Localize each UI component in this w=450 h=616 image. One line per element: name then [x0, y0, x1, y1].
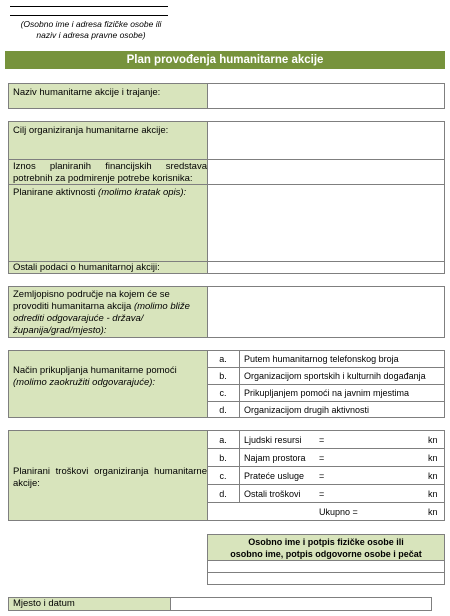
troskovi-item-letter: d. — [219, 489, 227, 499]
nacin-option-text: Organizacijom sportskih i kulturnih događanja — [244, 371, 426, 381]
place-date-label-cell — [8, 597, 171, 611]
nacin-row-line-2 — [207, 384, 445, 385]
troskovi-row-line-2 — [207, 466, 445, 467]
podrucje-input[interactable] — [207, 286, 445, 338]
troskovi-item-letter: c. — [219, 471, 227, 481]
nacin-option-letter: d. — [219, 405, 227, 415]
troskovi-item-text: Ljudski resursi — [244, 435, 302, 445]
podrucje-label-cell — [8, 286, 208, 338]
nacin-label-cell — [8, 350, 208, 418]
nacin-option-letter: a. — [219, 354, 227, 364]
ostali-label-cell — [8, 261, 208, 274]
signature-input-2[interactable] — [207, 572, 445, 585]
signature-label-cell — [207, 534, 445, 561]
troskovi-item-eq: = — [319, 489, 325, 499]
aktivnosti-label — [13, 187, 207, 199]
troskovi-label-cell — [8, 430, 208, 521]
cilj-label: Cilj organiziranja humanitarne akcije: — [13, 125, 169, 136]
nacin-option-text: Putem humanitarnog telefonskog broja — [244, 354, 399, 364]
podrucje-label-main: Zemljopisno područje na kojem će se provoditi humanitarna akcija — [13, 289, 170, 312]
signature-label-line-2: osobno ime, potpis odgovorne osobe i pečat — [230, 549, 422, 559]
cilj-label-cell — [8, 121, 208, 160]
troskovi-item-text: Prateće usluge — [244, 471, 305, 481]
signature-label — [208, 536, 444, 560]
aktivnosti-label-note: (molimo kratak opis): — [98, 187, 187, 198]
aktivnosti-input[interactable] — [207, 184, 445, 262]
naziv-label-cell — [8, 83, 208, 109]
form-title: Plan provođenja humanitarne akcije — [5, 51, 445, 69]
nacin-label-note: (molimo zaokružiti odgovarajuće): — [13, 377, 156, 388]
nacin-row-line-3 — [207, 401, 445, 402]
troskovi-item-unit: kn — [428, 435, 438, 445]
troskovi-item-letter: b. — [219, 453, 227, 463]
ostali-input[interactable] — [207, 261, 445, 274]
troskovi-item-eq: = — [319, 471, 325, 481]
ostali-label: Ostali podaci o humanitarnoj akciji: — [13, 262, 160, 273]
aktivnosti-label-cell — [8, 184, 208, 262]
address-caption — [8, 19, 174, 41]
troskovi-row-line-4 — [207, 502, 445, 503]
podrucje-label — [13, 289, 203, 337]
troskovi-total-label: Ukupno = — [319, 507, 358, 517]
address-line-2[interactable] — [10, 15, 168, 16]
address-line-1[interactable] — [10, 6, 168, 7]
iznos-label-cell — [8, 159, 208, 185]
nacin-label-main: Način prikupljanja humanitarne pomoći — [13, 365, 177, 376]
podrucje-label-note: (molimo bliže odrediti odgovarajuće - država/županija/grad/mjesto): — [13, 301, 190, 336]
nacin-label — [13, 365, 207, 389]
troskovi-item-eq: = — [319, 453, 325, 463]
nacin-option-text: Prikupljanjem pomoći na javnim mjestima — [244, 388, 410, 398]
troskovi-item-text: Najam prostora — [244, 453, 306, 463]
cilj-input[interactable] — [207, 121, 445, 160]
troskovi-item-text: Ostali troškovi — [244, 489, 301, 499]
nacin-row-line-1 — [207, 367, 445, 368]
nacin-option-text: Organizacijom drugih aktivnosti — [244, 405, 370, 415]
troskovi-item-unit: kn — [428, 453, 438, 463]
iznos-input[interactable] — [207, 159, 445, 185]
nacin-option-letter: c. — [219, 388, 227, 398]
troskovi-item-letter: a. — [219, 435, 227, 445]
signature-label-line-1: Osobno ime i potpis fizičke osobe ili — [248, 537, 404, 547]
place-date-label: Mjesto i datum — [13, 598, 75, 609]
troskovi-total-unit: kn — [428, 507, 438, 517]
aktivnosti-label-main: Planirane aktivnosti — [13, 187, 96, 198]
address-caption-line-1: (Osobno ime i adresa fizičke osobe ili — [20, 19, 162, 29]
troskovi-row-line-1 — [207, 448, 445, 449]
place-date-input[interactable] — [170, 597, 432, 611]
address-caption-line-2: naziv i adresa pravne osobe) — [36, 30, 146, 40]
naziv-input[interactable] — [207, 83, 445, 109]
troskovi-item-eq: = — [319, 435, 325, 445]
nacin-option-letter: b. — [219, 371, 227, 381]
naziv-label: Naziv humanitarne akcije i trajanje: — [13, 87, 161, 98]
troskovi-row-line-3 — [207, 484, 445, 485]
troskovi-item-unit: kn — [428, 489, 438, 499]
iznos-label: Iznos planiranih financijskih sredstava potrebnih za podmirenje potrebe korisnika: — [13, 161, 207, 184]
troskovi-item-unit: kn — [428, 471, 438, 481]
troskovi-label: Planirani troškovi organiziranja humanitarne akcije: — [13, 466, 207, 489]
